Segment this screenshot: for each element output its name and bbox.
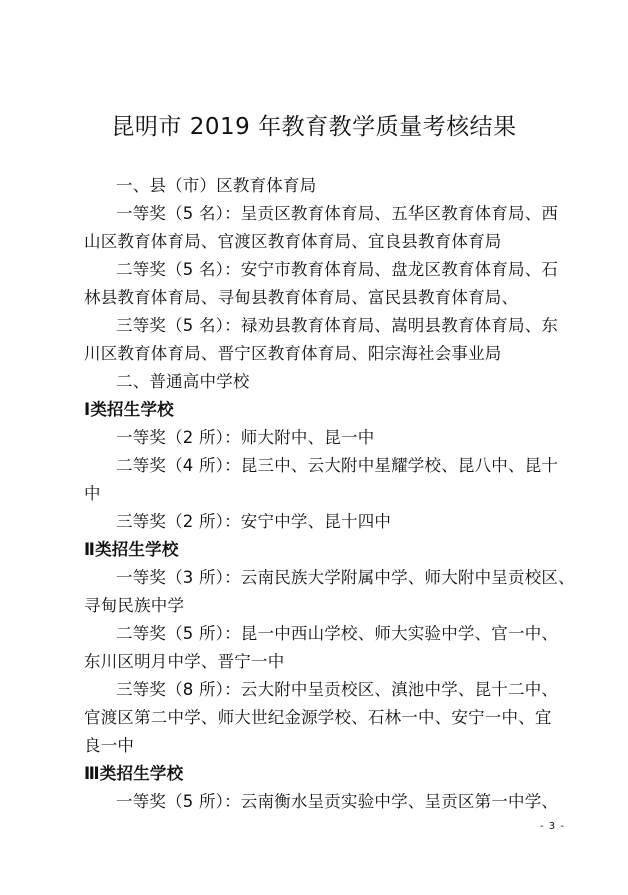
award-line: 山区教育体育局、官渡区教育体育局、宜良县教育体育局 [84, 232, 502, 251]
award-line: 一等奖（5 所）：云南衡水呈贡实验中学、呈贡区第一中学、 [116, 792, 559, 811]
award-line: 中 [84, 484, 101, 503]
award-line: 一等奖（5 名）：呈贡区教育体育局、五华区教育体育局、西 [116, 204, 559, 223]
section-heading-high-school: 二、普通高中学校 [116, 372, 250, 391]
document-title: 昆明市 2019 年教育教学质量考核结果 [111, 114, 517, 140]
category-heading-1: Ⅰ类招生学校 [84, 400, 174, 419]
page-number: - 3 - [540, 821, 565, 832]
award-line: 三等奖（2 所）：安宁中学、昆十四中 [116, 512, 392, 531]
award-line: 川区教育体育局、晋宁区教育体育局、阳宗海社会事业局 [84, 344, 502, 363]
award-line: 官渡区第二中学、师大世纪金源学校、石林一中、安宁一中、宜 [84, 708, 552, 727]
category-heading-3: Ⅲ类招生学校 [84, 764, 184, 783]
category-heading-2: Ⅱ类招生学校 [84, 540, 179, 559]
award-line: 三等奖（5 名）：禄劝县教育体育局、嵩明县教育体育局、东 [116, 316, 559, 335]
award-line: 东川区明月中学、晋宁一中 [84, 652, 285, 671]
award-line: 二等奖（4 所）：昆三中、云大附中星耀学校、昆八中、昆十 [116, 456, 559, 475]
section-heading-county: 一、县（市）区教育体育局 [116, 176, 317, 195]
award-line: 二等奖（5 名）：安宁市教育体育局、盘龙区教育体育局、石 [116, 260, 559, 279]
award-line: 二等奖（5 所）：昆一中西山学校、师大实验中学、官一中、 [116, 624, 559, 643]
award-line: 林县教育体育局、寻甸县教育体育局、富民县教育体育局、 [84, 288, 519, 307]
award-line: 寻甸民族中学 [84, 596, 185, 615]
award-line: 良一中 [84, 736, 135, 755]
award-line: 一等奖（3 所）：云南民族大学附属中学、师大附中呈贡校区、 [116, 568, 575, 587]
award-line: 三等奖（8 所）：云大附中呈贡校区、滇池中学、昆十二中、 [116, 680, 559, 699]
award-line: 一等奖（2 所）：师大附中、昆一中 [116, 428, 375, 447]
